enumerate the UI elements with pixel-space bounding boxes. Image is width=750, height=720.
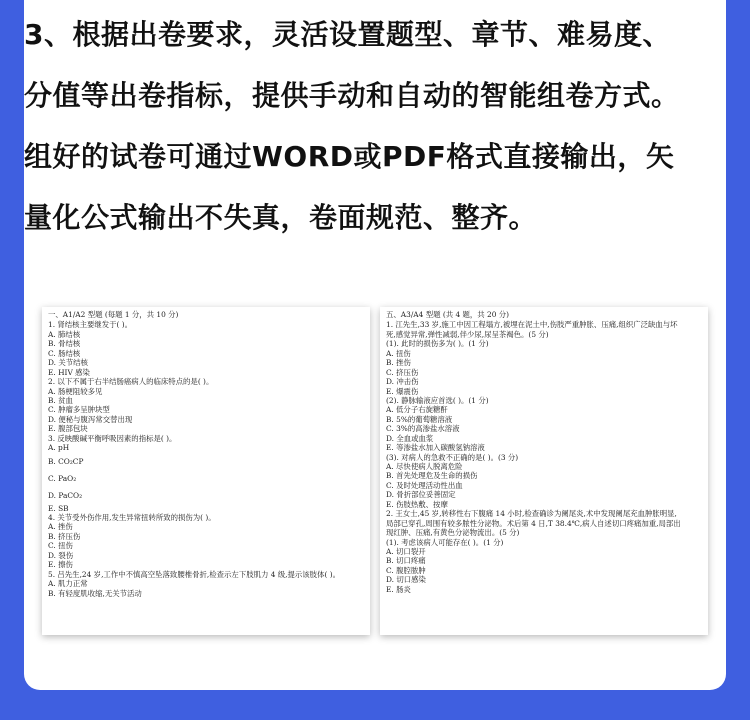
option-line: C. 扭伤: [48, 541, 73, 551]
option-line: A. 肠梗阻较多见: [48, 386, 103, 396]
sheet-title: 一、A1/A2 型题 (每题 1 分，共 10 分): [48, 310, 179, 319]
option-line: B. 挤压伤: [48, 531, 81, 541]
option-line: A. 切口裂开: [386, 546, 426, 556]
question-line: (1). 此时的损伤多为( )。(1 分): [386, 339, 489, 349]
option-line: D. 冲击伤: [386, 377, 419, 387]
option-line: E. 伤肢热敷、按摩: [386, 499, 448, 509]
option-line: B. 骨结核: [48, 339, 81, 349]
option-line: B. 贫血: [48, 395, 73, 405]
question-line: 2. 王女士,45 岁,转移性右下腹痛 14 小时,检查确诊为阑尾炎,术中发现阑尾充血肿胀明显,: [386, 509, 677, 519]
question-line: 1. 江先生,33 岁,施工中因工程塌方,被埋在泥土中,伤肢严重肿胀、压痛,组织广泛缺血与坏: [386, 320, 678, 330]
option-line: D. 裂伤: [48, 550, 74, 560]
option-line: E. HIV 感染: [48, 367, 90, 377]
sheet-title: 五、A3/A4 型题 (共 4 题，共 20 分): [386, 310, 510, 319]
option-line: A. 尽快使病人脱离危险: [386, 462, 463, 471]
question-line: 2. 以下不属于右半结肠癌病人的临床特点的是( )。: [48, 377, 214, 387]
option-line: A. 低分子右旋糖酐: [386, 405, 448, 415]
option-line: B. 挫伤: [386, 358, 411, 368]
question-line: 局部已穿孔,周围有较多脓性分泌物。术后第 4 日,T 38.4℃,病人自述切口疼痛加重,局部出: [386, 518, 681, 528]
option-line: D. 关节结核: [48, 358, 88, 368]
question-line: 死,感觉异常,弹性减弱,伴少尿,尿呈茶褐色。(5 分): [386, 329, 549, 339]
question-line: 4. 关节受外伤作用,发生异常扭转所致的损伤为( )。: [48, 513, 216, 522]
option-line: A. 肺结核: [48, 329, 81, 339]
option-line: A. 挫伤: [48, 522, 73, 532]
option-line: B. CO₂CP: [48, 456, 84, 466]
option-line: B. 5%的葡萄糖溶液: [386, 414, 453, 424]
option-line: D. 全血或血浆: [386, 433, 434, 443]
option-line: A. pH: [48, 443, 70, 453]
option-line: A. 扭伤: [386, 348, 411, 358]
option-line: B. 有轻度肌收缩,无关节活动: [48, 588, 142, 598]
option-line: C. PaO₂: [48, 473, 77, 483]
question-line: 3. 反映酸碱平衡呼吸因素的指标是( )。: [48, 433, 177, 443]
question-line: (2). 静脉输液应首选( )。(1 分): [386, 395, 489, 405]
option-line: D. 便秘与腹泻常交替出现: [48, 414, 133, 424]
option-line: C. 肠结核: [48, 348, 81, 358]
option-line: B. 切口疼痛: [386, 556, 426, 566]
exam-sheet-a1a2: [42, 307, 370, 635]
question-line: (3). 对病人的急救不正确的是( )。(3 分): [386, 452, 519, 462]
option-line: E. 擦伤: [48, 560, 73, 570]
option-line: D. 切口感染: [386, 575, 426, 585]
option-line: E. 爆震伤: [386, 386, 419, 396]
option-line: D. 骨折部位妥善固定: [386, 490, 456, 500]
exam-sheet-a3a4: [380, 307, 708, 635]
option-line: C. 腹腔脓肿: [386, 565, 426, 575]
option-line: C. 挤压伤: [386, 367, 419, 377]
question-line: 1. 肾结核主要继发于( )。: [48, 320, 133, 330]
option-line: C. 及时处理活动性出血: [386, 480, 463, 490]
intro-paragraph: 3、根据出卷要求，灵活设置题型、章节、难易度、分值等出卷指标，提供手动和自动的智能组卷方式。组好的试卷可通过WORD或PDF格式直接输出，矢量化公式输出不失真，卷面规范、整齐。: [24, 18, 680, 234]
option-line: E. 等渗盐水加入碳酸氢钠溶液: [386, 443, 485, 453]
option-line: D. PaCO₂: [48, 490, 83, 500]
question-line: 5. 吕先生,24 岁,工作中不慎高空坠落致腰椎骨折,检查示左下肢肌力 4 级,提示该肢体( )。: [48, 569, 340, 579]
option-line: E. 腹部包块: [48, 424, 88, 434]
option-line: C. 肿瘤多呈肿块型: [48, 405, 110, 415]
question-line: 现红肿、压痛,有黄色分泌物流出。(5 分): [386, 528, 520, 538]
option-line: C. 3%的高渗盐水溶液: [386, 424, 460, 434]
option-line: E. SB: [48, 503, 69, 513]
option-line: A. 肌力正常: [48, 579, 88, 589]
option-line: E. 肠炎: [386, 584, 411, 594]
question-line: (1). 考虑该病人可能存在( )。(1 分): [386, 537, 504, 547]
option-line: B. 首先处理危及生命的损伤: [386, 471, 478, 481]
